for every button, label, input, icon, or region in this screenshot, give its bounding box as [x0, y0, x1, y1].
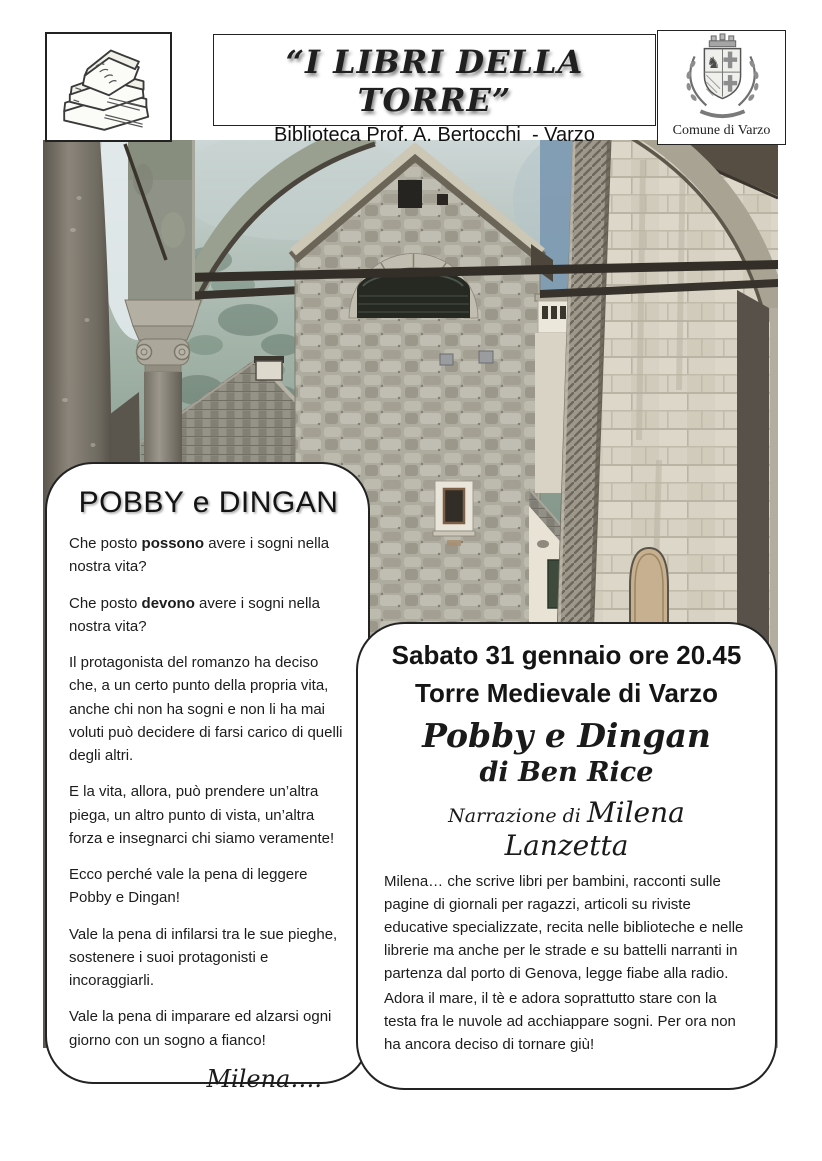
right-info-box — [356, 622, 777, 1090]
page-subtitle: Biblioteca Prof. A. Bertocchi - Varzo — [274, 124, 595, 146]
question-1-post: avere i sogni nella nostra vita? — [69, 535, 330, 576]
question-2-bold-word: devono — [141, 594, 195, 612]
paragraph-4: E la vita, allora, può prendere un’altra piega, un altro punto di vista, un’altra forza e insegnarci chi siamo veramente! — [69, 783, 335, 847]
question-1-pre: Che posto — [69, 535, 142, 552]
event-book-title: Pobby e Dingan — [422, 716, 711, 755]
event-author: di Ben Rice — [479, 757, 654, 788]
svg-text:♞: ♞ — [705, 53, 720, 73]
paragraph-3: Il protagonista del romanzo ha deciso che, a un certo punto della propria vita, anche chi non ha sogni e non li ha mai voluti può decidere di farsi carico di quelli degli altri. — [69, 654, 343, 764]
header-arms-box — [657, 30, 786, 145]
question-2-pre: Che posto — [69, 594, 142, 612]
narrator-name: Milena Lanzetta — [504, 796, 685, 862]
narration-prefix: Narrazione di — [448, 805, 587, 827]
paragraph-question-1 — [69, 532, 348, 579]
arms-caption: Comune di Varzo — [672, 123, 771, 138]
page-title: “I LIBRI DELLA TORRE” — [285, 43, 584, 119]
event-date: Sabato 31 gennaio ore 20.45 — [391, 640, 742, 670]
event-venue: Torre Medievale di Varzo — [415, 678, 718, 708]
left-info-box — [45, 462, 370, 1093]
question-1-bold-word: possono — [141, 535, 205, 552]
narrator-bio-1: Milena… che scrive libri per bambini, racconti sulle pagine di giornali per ragazzi, articoli su riviste educative specializzate, recita nelle biblioteche e nelle librerie ma anche per le strade e su battelli narranti in partenza dal porto di Genova, legge fiabe alla radio. — [384, 873, 744, 982]
narrator-bio-2: Adora il mare, il tè e adora soprattutto stare con la testa fra le nuvole ad acchiappare sogni. Per ora non ha ancora deciso di tornare giù! — [384, 989, 736, 1053]
question-2-post: avere i sogni nella nostra vita? — [69, 594, 320, 635]
paragraph-6: Vale la pena di infilarsi tra le sue pieghe, sostenere i suoi protagonisti e incoraggiarli. — [69, 925, 338, 989]
paragraph-question-2 — [69, 592, 348, 639]
narration-line — [384, 796, 749, 862]
paragraph-5: Ecco perché vale la pena di leggere Pobby e Dingan! — [69, 866, 308, 907]
paragraph-7: Vale la pena di imparare ed alzarsi ogni giorno con un sogno a fianco! — [69, 1008, 332, 1049]
signature: Milena…. — [206, 1064, 322, 1093]
header-title-box — [213, 34, 656, 146]
left-box-title: POBBY e DINGAN — [78, 486, 339, 519]
header-books-box — [45, 32, 172, 142]
books-stack-icon — [53, 37, 165, 138]
